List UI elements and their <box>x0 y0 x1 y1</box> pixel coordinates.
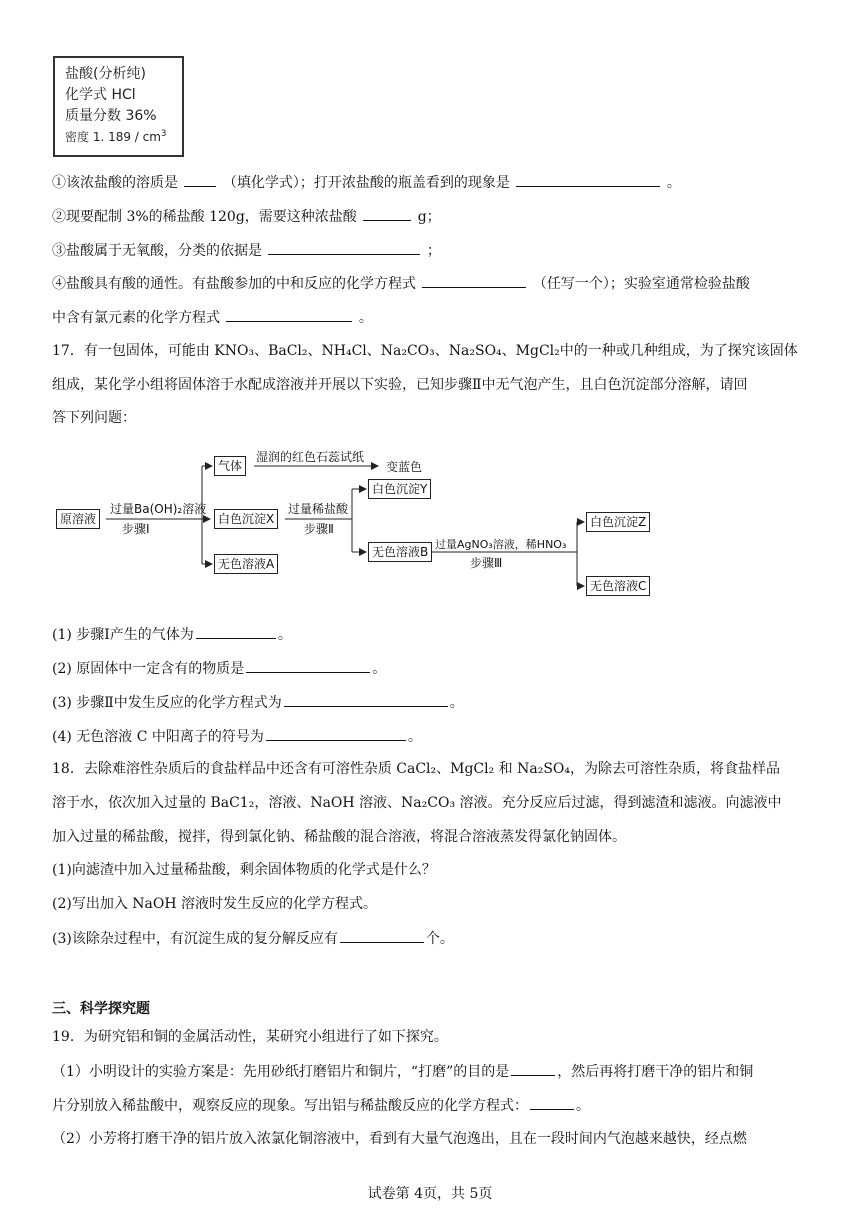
q17-intro-2: 组成，某化学小组将固体溶于水配成溶液并开展以下实验，已知步骤Ⅱ中无气泡产生，且白色沉淀部分溶解，请回 <box>52 377 748 393</box>
answer-blank[interactable] <box>511 1061 555 1076</box>
q18-intro-3: 加入过量的稀盐酸，搅拌，得到氯化钠、稀盐酸的混合溶液，将混合溶液蒸发得氯化钠固体。 <box>52 829 626 845</box>
q16-part2: ②现要配制 3%的稀盐酸 120g，需要这种浓盐酸 g； <box>52 206 441 227</box>
page-footer: 试卷第 4页，共 5页 <box>367 1186 493 1202</box>
answer-blank[interactable] <box>530 1095 574 1110</box>
reagent-density <box>65 127 182 148</box>
reagent-mass-fraction: 质量分数 36% <box>65 108 157 124</box>
answer-blank[interactable] <box>340 928 424 943</box>
answer-blank[interactable] <box>266 726 406 741</box>
answer-blank[interactable] <box>184 172 216 187</box>
reagent-hcl: 过量稀盐酸 <box>288 502 349 516</box>
q16-part1: ①该浓盐酸的溶质是 （填化学式）；打开浓盐酸的瓶盖看到的现象是 。 <box>52 172 681 193</box>
reagent-agno3: 过量AgNO₃溶液，稀HNO₃ <box>435 538 567 551</box>
answer-blank[interactable] <box>516 172 660 187</box>
q19-part1-line1: （1）小明设计的实验方案是：先用砂纸打磨铝片和铜片，“打磨”的目的是 ，然后再将打磨干净的铝片和铜 <box>52 1061 753 1082</box>
answer-blank[interactable] <box>268 240 420 255</box>
q18-sub3: (3)该除杂过程中，有沉淀生成的复分解反应有 个。 <box>52 928 454 949</box>
section-heading: 三、科学探究题 <box>52 1001 150 1017</box>
q19-intro: 19．为研究铝和铜的金属活动性，某研究小组进行了如下探究。 <box>52 1029 448 1045</box>
q17-sub4: (4) 无色溶液 C 中阳离子的符号为 。 <box>52 726 422 747</box>
reagent-formula: 化学式 HCl <box>65 87 136 103</box>
reagent-ba-oh-2: 过量Ba(OH)₂溶液 <box>110 502 207 516</box>
q19-part1-line2: 片分别放入稀盐酸中，观察反应的现象。写出铝与稀盐酸反应的化学方程式： 。 <box>52 1095 590 1116</box>
reagent-name: 盐酸(分析纯) <box>65 66 146 82</box>
box-colorless-solution-a: 无色溶液A <box>214 554 278 574</box>
answer-blank[interactable] <box>363 206 411 221</box>
q18-sub1: (1)向滤渣中加入过量稀盐酸，剩余固体物质的化学式是什么？ <box>52 862 436 878</box>
q17-sub1: (1) 步骤Ⅰ产生的气体为 。 <box>52 624 292 645</box>
q16-part4-line2: 中含有氯元素的化学方程式 。 <box>52 307 373 328</box>
box-original-solution: 原溶液 <box>56 509 100 529</box>
answer-blank[interactable] <box>226 307 352 322</box>
answer-blank[interactable] <box>422 273 526 288</box>
box-colorless-solution-b: 无色溶液B <box>368 542 432 562</box>
answer-blank[interactable] <box>196 624 276 639</box>
density-text: 密度 1. 189 / cm <box>65 130 161 144</box>
box-white-precipitate-x: 白色沉淀X <box>214 509 278 529</box>
q17-sub2: (2) 原固体中一定含有的物质是 。 <box>52 658 386 679</box>
litmus-paper-label: 湿润的红色石蕊试纸 <box>256 450 365 464</box>
q17-intro-3: 答下列问题： <box>52 410 136 426</box>
step-3-label: 步骤Ⅲ <box>470 556 503 570</box>
step-1-label: 步骤Ⅰ <box>122 522 150 536</box>
q18-sub2: (2)写出加入 NaOH 溶液时发生反应的化学方程式。 <box>52 896 378 912</box>
box-gas: 气体 <box>214 456 246 476</box>
answer-blank[interactable] <box>246 658 370 673</box>
q17-sub3: (3) 步骤Ⅱ中发生反应的化学方程式为 。 <box>52 692 464 713</box>
q16-part3: ③盐酸属于无氧酸，分类的依据是 ； <box>52 240 441 261</box>
q17-intro-1: 17．有一包固体，可能由 KNO₃、BaCl₂、NH₄Cl、Na₂CO₃、Na₂SO₄、MgCl₂中的一种或几种组成，为了探究该固体 <box>52 343 798 359</box>
box-white-precipitate-z: 白色沉淀Z <box>586 512 650 532</box>
box-colorless-solution-c: 无色溶液C <box>586 576 650 596</box>
answer-blank[interactable] <box>284 692 448 707</box>
q19-part2: （2）小芳将打磨干净的铝片放入浓氯化铜溶液中，看到有大量气泡逸出，且在一段时间内气泡越来越快，经点燃 <box>52 1131 747 1147</box>
q16-part4-line1: ④盐酸具有酸的通性。有盐酸参加的中和反应的化学方程式 （任写一个）；实验室通常检验盐酸 <box>52 273 750 294</box>
density-sup: 3 <box>160 128 167 138</box>
box-white-precipitate-y: 白色沉淀Y <box>368 479 431 499</box>
reagent-label-box <box>53 56 184 157</box>
q18-intro-1: 18．去除难溶性杂质后的食盐样品中还含有可溶性杂质 CaCl₂、MgCl₂ 和 Na₂SO₄，为除去可溶性杂质，将食盐样品 <box>52 761 781 777</box>
turns-blue-label: 变蓝色 <box>386 460 423 474</box>
experiment-flowchart <box>52 446 662 606</box>
step-2-label: 步骤Ⅱ <box>304 522 334 536</box>
q18-intro-2: 溶于水，依次加入过量的 BaC1₂，溶液、NaOH 溶液、Na₂CO₃ 溶液。充分反应后过滤，得到滤渣和滤液。向滤液中 <box>52 795 782 811</box>
